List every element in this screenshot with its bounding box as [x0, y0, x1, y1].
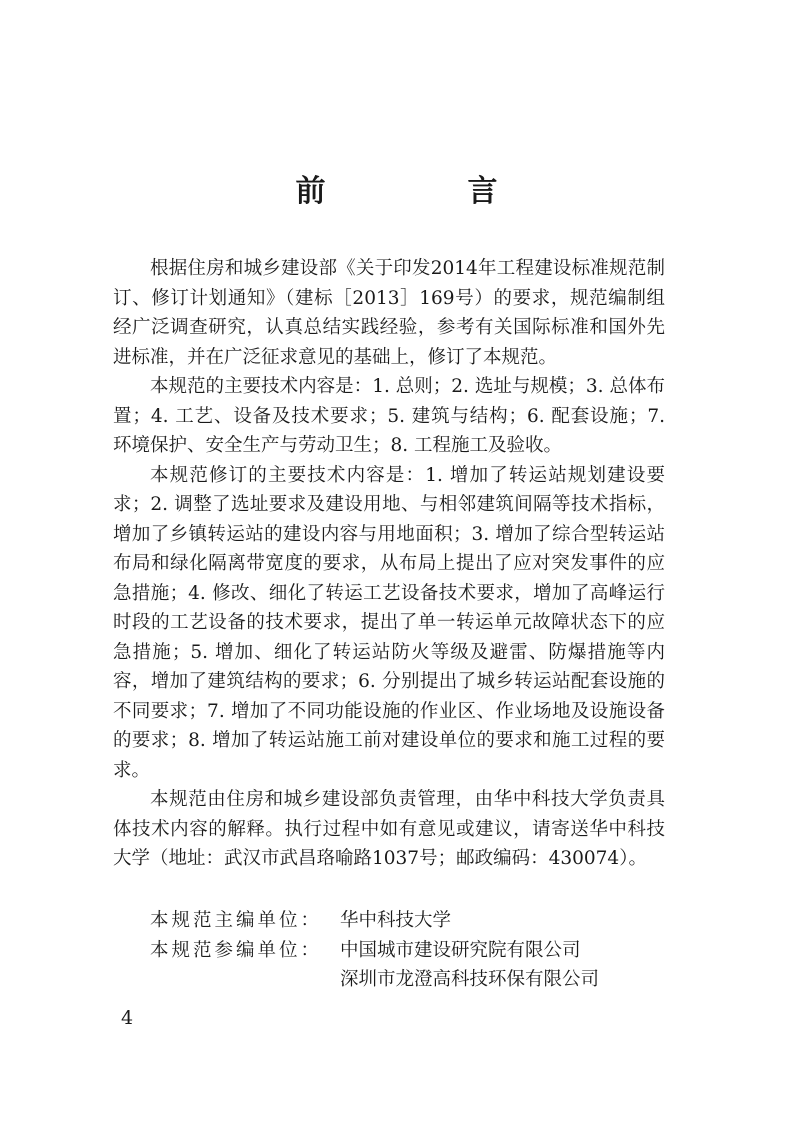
- page-number: 4: [121, 1007, 134, 1029]
- page-title: 前 言: [295, 174, 554, 209]
- participating-editor-label: 本规范参编单位：: [150, 939, 323, 961]
- paragraph-background: 根据住房和城乡建设部《关于印发2014年工程建设标准规范制订、修订计划通知》（建标［2013］169号）的要求，规范编制组经广泛调查研究，认真总结实践经验，参考有关国际标准和国外先进标准，并在广泛征求意见的基础上，修订了本规范。: [113, 258, 665, 368]
- paragraph-revision-content: 本规范修订的主要技术内容是：1. 增加了转运站规划建设要求；2. 调整了选址要求及建设用地、与相邻建筑间隔等技术指标，增加了乡镇转运站的建设内容与用地面积；3. 增加了综合型转运站布局和绿化隔离带宽度的要求，从布局上提出了应对突发事件的应急措施；4. 修改、细化了转运工艺设备技术要求，增加了高峰运行时段的工艺设备的技术要求，提出了单一转运单元故障状态下的应急措施；5. 增加、细化了转运站防火等级及避雷、防爆措施等内容，增加了建筑结构的要求；6. 分别提出了城乡转运站配套设施的不同要求；7. 增加了不同功能设施的作业区、作业场地及设施设备的要求；8. 增加了转运站施工前对建设单位的要求和施工过程的要求。: [113, 464, 665, 781]
- participating-unit-list: [340, 936, 599, 995]
- chief-editor-unit: 华中科技大学: [340, 910, 452, 931]
- foreword-body: [113, 254, 665, 874]
- editor-units: [150, 906, 599, 995]
- paragraph-main-content: 本规范的主要技术内容是：1. 总则；2. 选址与规模；3. 总体布置；4. 工艺、设备及技术要求；5. 建筑与结构；6. 配套设施；7. 环境保护、安全生产与劳动卫生；8. 工程施工及验收。: [113, 376, 665, 456]
- chief-editor-row: [150, 906, 599, 936]
- participating-editor-row: [150, 936, 599, 995]
- chief-editor-label: 本规范主编单位：: [150, 910, 323, 931]
- participating-unit: 中国城市建设研究院有限公司: [340, 939, 581, 961]
- participating-unit: 深圳市龙澄高科技环保有限公司: [340, 969, 600, 990]
- paragraph-management: 本规范由住房和城乡建设部负责管理，由华中科技大学负责具体技术内容的解释。执行过程中如有意见或建议，请寄送华中科技大学（地址：武汉市武昌珞喻路1037号；邮政编码：430074）。: [113, 789, 665, 869]
